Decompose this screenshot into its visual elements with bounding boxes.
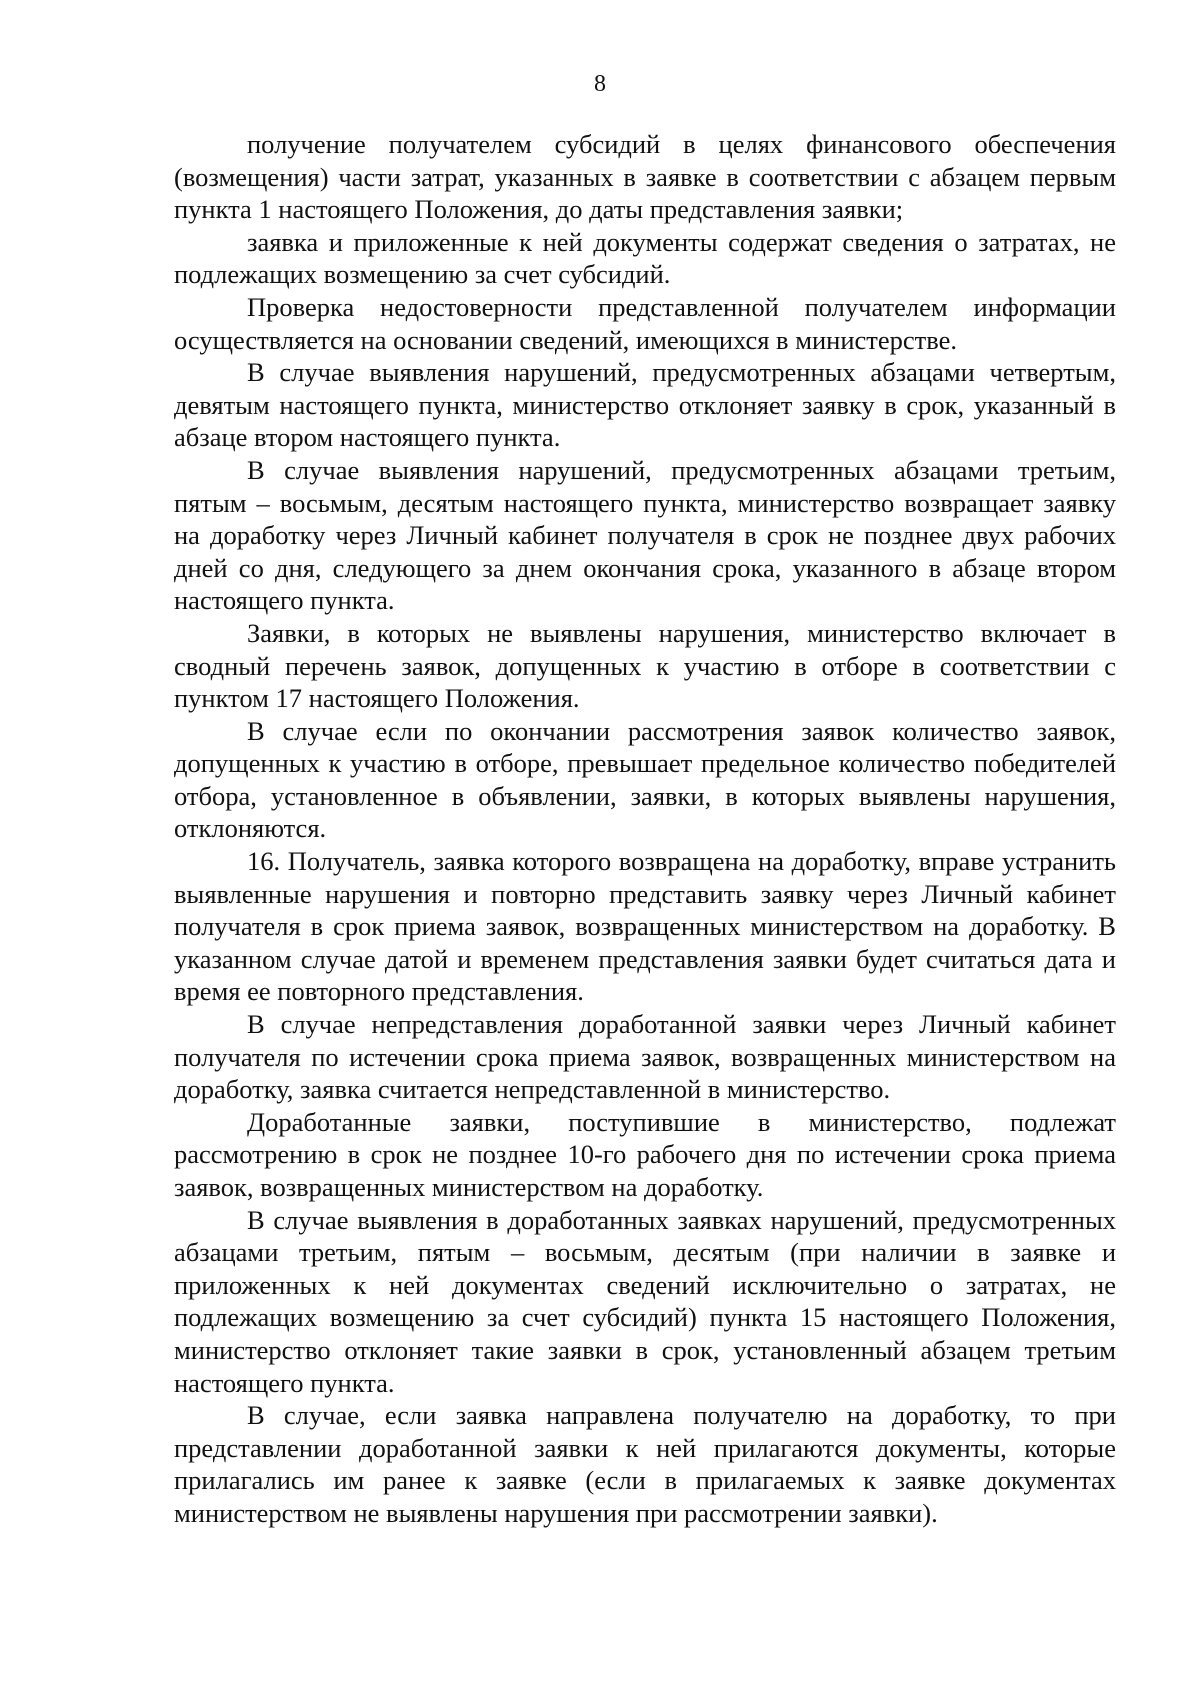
paragraph: В случае если по окончании рассмотрения заявок количество заявок, допущенных к участию в отборе, превышает предельное количество победителей отбора, установленное в объявлении, заявки, в которых выявлены нарушения, отклоняются. [174,715,1116,844]
paragraph: В случае, если заявка направлена получателю на доработку, то при представлении доработанной заявки к ней прилагаются документы, которые прилагались им ранее к заявке (если в прилагаемых к заявке документах министерством не выявлены нарушения при рассмотрении заявки). [174,1400,1116,1528]
paragraph: Заявки, в которых не выявлены нарушения, министерство включает в сводный перечень заявок, допущенных к участию в отборе в соответствии с пунктом 17 настоящего Положения. [174,617,1116,714]
paragraph: В случае выявления нарушений, предусмотренных абзацами третьим, пятым – восьмым, десятым настоящего пункта, министерство возвращает заявку на доработку через Личный кабинет получателя в срок не позднее двух рабочих дней со дня, следующего за днем окончания срока, указанного в абзаце втором настоящего пункта. [174,454,1116,616]
document-body [174,128,1116,1530]
paragraph-section-16: 16. Получатель, заявка которого возвращена на доработку, вправе устранить выявленные нарушения и повторно представить заявку через Личный кабинет получателя в срок приема заявок, возвращенных министерством на доработку. В указанном случае датой и временем представления заявки будет считаться дата и время ее повторного представления. [174,846,1116,1007]
paragraph: Проверка недостоверности представленной получателем информации осуществляется на основании сведений, имеющихся в министерстве. [174,291,1116,355]
paragraph: получение получателем субсидий в целях финансового обеспечения (возмещения) части затрат, указанных в заявке в соответствии с абзацем первым пункта 1 настоящего Положения, до даты представления заявки; [174,129,1116,225]
paragraph: Доработанные заявки, поступившие в министерство, подлежат рассмотрению в срок не позднее 10-го рабочего дня по истечении срока приема заявок, возвращенных министерством на доработку. [174,1106,1116,1202]
paragraph: В случае выявления в доработанных заявках нарушений, предусмотренных абзацами третьим, пятым – восьмым, десятым (при наличии в заявке и приложенных к ней документах сведений исключительно о затратах, не подлежащих возмещению за счет субсидий) пункта 15 настоящего Положения, министерство отклоняет такие заявки в срок, установленный абзацем третьим настоящего пункта. [174,1204,1116,1398]
page-number: 8 [594,71,606,97]
paragraph: заявка и приложенные к ней документы содержат сведения о затратах, не подлежащих возмещению за счет субсидий. [174,226,1116,290]
paragraph: В случае непредставления доработанной заявки через Личный кабинет получателя по истечении срока приема заявок, возвращенных министерством на доработку, заявка считается непредставленной в министерство. [174,1009,1116,1105]
paragraph: В случае выявления нарушений, предусмотренных абзацами четвертым, девятым настоящего пункта, министерство отклоняет заявку в срок, указанный в абзаце втором настоящего пункта. [174,357,1116,453]
